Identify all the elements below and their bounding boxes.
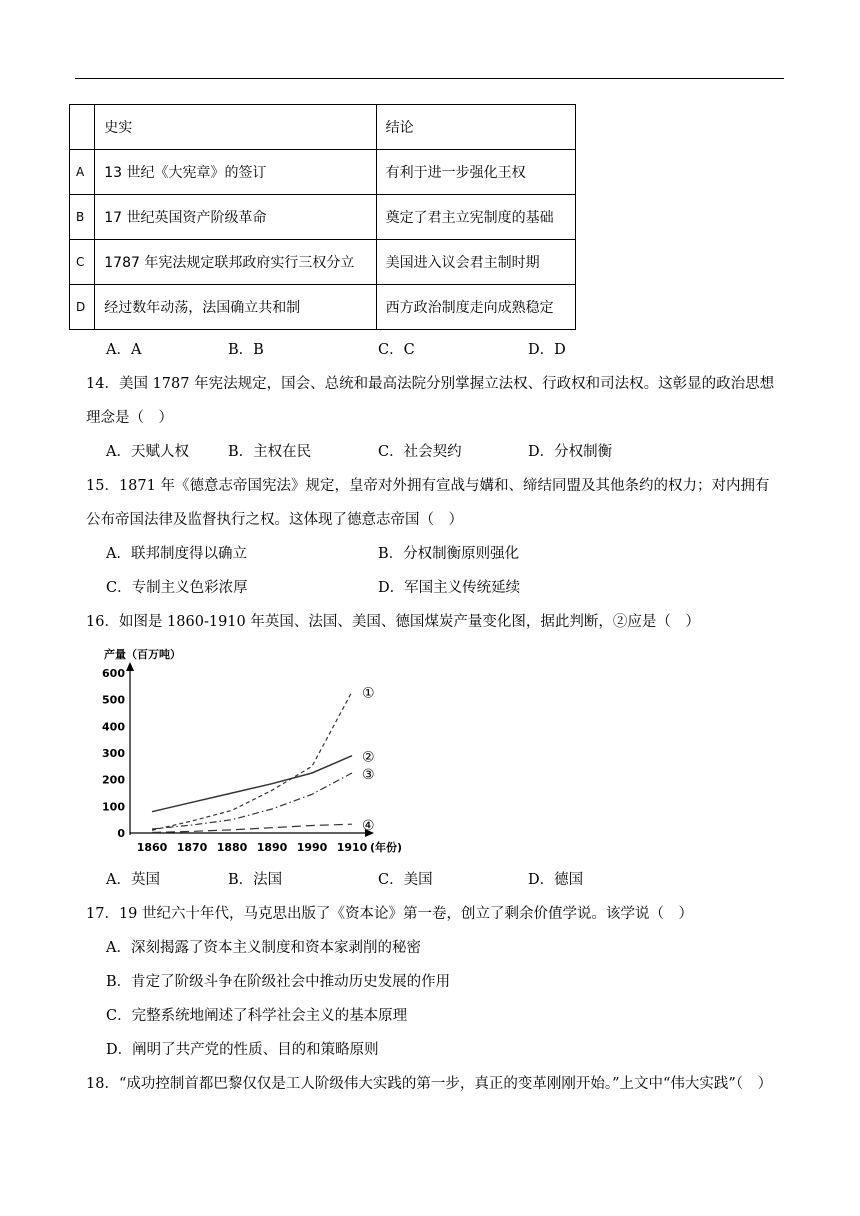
q13-option-a[interactable]: A．A [106, 342, 142, 358]
q15-stem-line1: 15．1871 年《德意志帝国宪法》规定，皇帝对外拥有宣战与媾和、缔结同盟及其他条约的权力；对内拥有 [86, 478, 770, 494]
row-letter: A [70, 150, 95, 195]
series-line-1 [152, 692, 352, 831]
row-fact: 17 世纪英国资产阶级革命 [95, 195, 376, 240]
series-label: ① [362, 685, 375, 702]
header-rule [75, 78, 784, 79]
x-tick-label: 1910 [336, 841, 368, 854]
q17-option-a[interactable]: A．深刻揭露了资本主义制度和资本家剥削的秘密 [106, 940, 421, 956]
q13-option-d[interactable]: D．D [528, 342, 566, 358]
q15-option-d[interactable]: D．军国主义传统延续 [378, 580, 521, 596]
q15-stem-line2: 公布帝国法律及监督执行之权。这体现了德意志帝国（ ） [86, 512, 463, 528]
table-header-empty [70, 105, 95, 150]
chart-ylabel: 产量（百万吨） [104, 648, 181, 661]
x-tick-label: 1870 [176, 841, 208, 854]
y-tick-label: 400 [102, 720, 125, 734]
table-row [70, 195, 576, 240]
row-letter: C [70, 240, 95, 285]
row-letter: B [70, 195, 95, 240]
table-header-conclusion: 结论 [376, 105, 575, 150]
table-row [70, 240, 576, 285]
y-tick-label: 200 [102, 773, 125, 787]
series-label: ② [362, 749, 375, 766]
q15-option-c[interactable]: C．专制主义色彩浓厚 [106, 580, 248, 596]
q15-option-b[interactable]: B．分权制衡原则强化 [378, 546, 520, 562]
q14-stem-line1: 14．美国 1787 年宪法规定，国会、总统和最高法院分别掌握立法权、行政权和司法权。这彰显的政治思想 [86, 376, 775, 392]
q14-stem-line2: 理念是（ ） [86, 410, 173, 426]
q14-option-d[interactable]: D．分权制衡 [528, 444, 613, 460]
series-label: ④ [362, 818, 375, 835]
y-tick-label: 600 [102, 667, 125, 680]
history-table [69, 104, 576, 330]
y-tick-label: 500 [102, 693, 125, 707]
row-conclusion: 美国进入议会君主制时期 [376, 240, 575, 285]
coal-production-chart [100, 643, 420, 858]
x-tick-label: 1860 [136, 841, 168, 854]
q17-option-c[interactable]: C．完整系统地阐述了科学社会主义的基本原理 [106, 1008, 408, 1024]
series-label: ③ [362, 767, 375, 783]
q15-option-a[interactable]: A．联邦制度得以确立 [106, 546, 247, 562]
q14-option-a[interactable]: A．天赋人权 [106, 444, 189, 460]
q17-option-b[interactable]: B．肯定了阶级斗争在阶级社会中推动历史发展的作用 [106, 974, 451, 990]
y-tick-label: 100 [102, 800, 125, 814]
q16-option-d[interactable]: D．德国 [528, 872, 584, 888]
q16-option-b[interactable]: B．法国 [228, 872, 283, 888]
q16-stem-line1: 16．如图是 1860-1910 年英国、法国、美国、德国煤炭产量变化图，据此判断，②应是（ ） [86, 614, 700, 630]
y-axis-arrow [126, 662, 134, 671]
series-line-3 [152, 773, 352, 829]
row-letter: D [70, 285, 95, 330]
x-tick-label: 1880 [216, 841, 248, 854]
row-fact: 经过数年动荡，法国确立共和制 [95, 285, 376, 330]
row-fact: 1787 年宪法规定联邦政府实行三权分立 [95, 240, 376, 285]
q17-stem-line1: 17．19 世纪六十年代，马克思出版了《资本论》第一卷，创立了剩余价值学说。该学说（ ） [86, 906, 694, 922]
y-tick-label: 0 [117, 827, 125, 840]
row-conclusion: 奠定了君主立宪制度的基础 [376, 195, 575, 240]
q17-option-d[interactable]: D．阐明了共产党的性质、目的和策略原则 [106, 1042, 379, 1058]
row-conclusion: 西方政治制度走向成熟稳定 [376, 285, 575, 330]
x-tick-label: 1990 [296, 841, 328, 854]
x-tick-label: 1890 [256, 841, 288, 854]
chart-xlabel: (年份) [370, 841, 403, 854]
row-fact: 13 世纪《大宪章》的签订 [95, 150, 376, 195]
table-row [70, 150, 576, 195]
q13-option-c[interactable]: C．C [378, 342, 415, 358]
x-tick-labels [137, 841, 368, 854]
table-header-fact: 史实 [95, 105, 376, 150]
row-conclusion: 有利于进一步强化王权 [376, 150, 575, 195]
q14-option-c[interactable]: C．社会契约 [378, 444, 462, 460]
table-row [70, 285, 576, 330]
y-tick-labels [102, 667, 125, 840]
chart-axes [126, 662, 374, 837]
q14-option-b[interactable]: B．主权在民 [228, 444, 312, 460]
series-line-2 [152, 756, 352, 812]
y-tick-label: 300 [102, 747, 125, 760]
chart-series [152, 686, 375, 835]
q13-option-b[interactable]: B．B [228, 342, 264, 358]
q18-stem-line1: 18．“成功控制首都巴黎仅仅是工人阶级伟大实践的第一步，真正的变革刚刚开始。”上文中“伟大实践”（ ） [86, 1076, 773, 1092]
q16-option-c[interactable]: C．美国 [378, 872, 433, 888]
q16-option-a[interactable]: A．英国 [106, 872, 160, 888]
table-header-row [70, 105, 576, 150]
